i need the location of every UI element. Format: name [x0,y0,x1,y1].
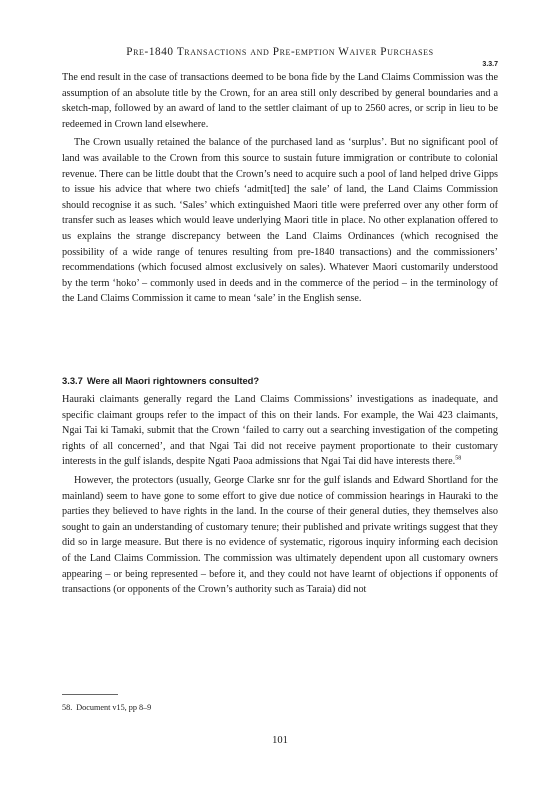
footnote-reference: 58 [455,455,462,462]
paragraph-text: Hauraki claimants generally regard the Land Claims Commissions’ investigations as inadequate, and specific claimant groups refer to the impact of this on their lands. For example, the Wai 423 claimants, Ngai Tai ki Tamaki, submit that the Crown ‘failed to carry out a searching investigation of the competing rights of all concerned’, and that Ngai Tai did not receive payment proportionate to their customary interests in the gulf islands, despite Ngati Paoa admissions that Ngai Tai did have interests there. [62,394,498,468]
section-heading-title: Were all Maori rightowners consulted? [86,375,260,386]
running-head: Pre-1840 Transactions and Pre-emption Waiver Purchases [126,46,434,58]
paragraph [62,392,498,470]
footnote-divider [62,694,118,695]
paragraph-text: However, the protectors (usually, George Clarke snr for the gulf islands and Edward Shortland for the mainland) seem to have gone to some effort to give due notice of commission hearings in Hauraki to the parties they believed to have rights in the land. In the course of their general duties, they themselves also sought to gain an understanding of customary tenure; their published and private writings suggest that they did so in large measure. But there is no evidence of systematic, rigorous inquiry informing each decision of the Land Claims Commission. The commission was ultimately dependent upon all customary owners appearing – or being represented – before it, and they could not have learnt of objections if opponents of transactions (or opponents of the Crown’s authority such as Taraia) did not [62,474,498,596]
paragraph: The end result in the case of transactions deemed to be bona fide by the Land Claims Commission was the assumption of an absolute title by the Crown, for an area still only described by general boundaries and a sketch-map, followed by an award of land to the settler claimant of up to 2560 acres, or scrip in lieu to be redeemed in Crown land elsewhere. [62,72,498,130]
section-heading [62,374,498,388]
footnote-number: 58. [62,703,73,712]
footnote [62,702,151,713]
page-number: 101 [272,735,288,746]
section-text-block [62,374,498,598]
section-heading-number: 3.3.7 [62,375,83,386]
section-reference: 3.3.7 [482,61,498,68]
intro-text-block [62,70,498,307]
paragraph [62,473,498,598]
paragraph: The Crown usually retained the balance of the purchased land as ‘surplus’. But no significant pool of land was available to the Crown from this source to sustain future immigration or contribute to colonial revenue. There can be little doubt that the Crown’s need to acquire such a pool of land helped drive Gipps to issue his advice that where two chiefs ‘admit[ted] the sale’ of land, the Land Claims Commission should recognise it as such. ‘Sales’ which extinguished Maori title were preferred over any other form of transfer such as leases which would leave underlying Maori title in place. No other explanation offered to us explains the strange discrepancy between the Land Claims Ordinances (which recognised the possibility of a wide range of tenures resulting from pre-1840 transactions) and the commissioners’ recommendations (which focused almost exclusively on sales). Whatever Maori customarily understood by the term ‘hoko’ – commonly used in deeds and in the commerce of the period – in the terminology of the Land Claims Commission it came to mean ‘sale’ in the English sense. [62,137,498,305]
footnote-text: Document v15, pp 8–9 [76,703,152,712]
